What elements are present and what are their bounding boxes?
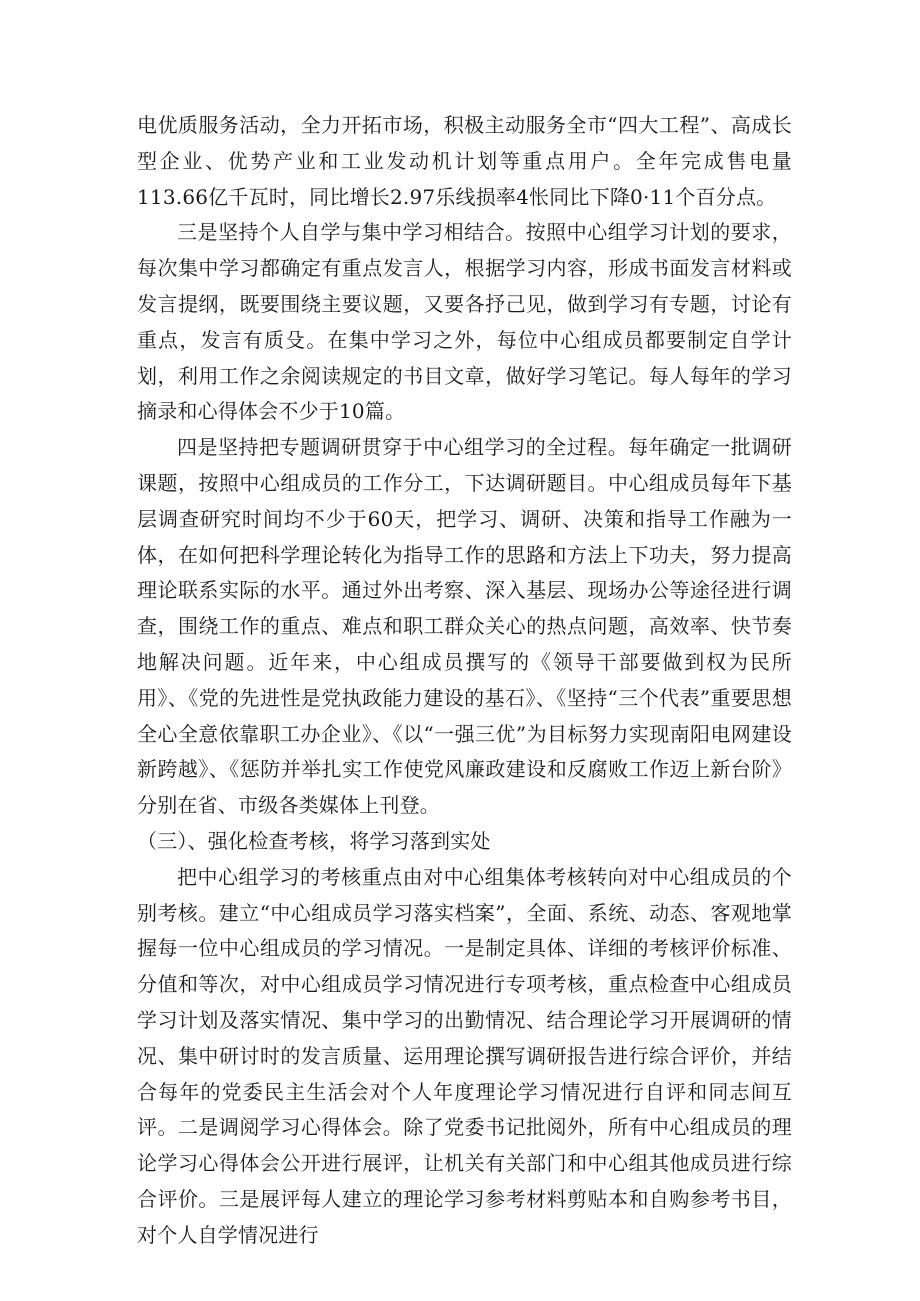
document-body — [137, 108, 792, 1254]
section-heading: （三）、强化检查考核，将学习落到实处 — [137, 828, 491, 853]
paragraph-self-study: 三是坚持个人自学与集中学习相结合。按照中心组学习计划的要求，每次集中学习都确定有重点发言人，根据学习内容，形成书面发言材料或发言提纲，既要围绕主要议题，又要各抒己见，做到学习有专题，讨论有重点，发言有质殳。在集中学习之外，每位中心组成员都要制定自学计划，利用工作之余阅读规定的书目文章，做好学习笔记。每人每年的学习摘录和心得体会不少于10篇。 — [137, 220, 792, 424]
paragraph-research: 四是坚持把专题调研贯穿于中心组学习的全过程。每年确定一批调研课题，按照中心组成员的工作分工，下达调研题目。中心组成员每年下基层调查研究时间均不少于60天，把学习、调研、决策和指导工作融为一体，在如何把科学理论转化为指导工作的思路和方法上下功夫，努力提高理论联系实际的水平。通过外出考察、深入基层、现场办公等途径进行调查，围绕工作的重点、难点和职工群众关心的热点问题，高效率、快节奏地解决问题。近年来，中心组成员撰写的《领导干部要做到权为民所用》、《党的先进性是党执政能力建设的基石》、《坚持“三个代表”重要思想全心全意依靠职工办企业》、《以“一强三优”为目标努力实现南阳电网建设新跨越》、《惩防并举扎实工作使党风廉政建设和反腐败工作迈上新台阶》分别在省、市级各类媒体上刊登。 — [137, 435, 792, 818]
paragraph-assessment: 把中心组学习的考核重点由对中心组集体考核转向对中心组成员的个别考核。建立“中心组成员学习落实档案”，全面、系统、动态、客观地掌握每一位中心组成员的学习情况。一是制定具体、详细的考核评价标准、分值和等次，对中心组成员学习情况进行专项考核，重点检查中心组成员学习计划及落实情况、集中学习的出勤情况、结合理论学习开展调研的情况、集中研讨时的发言质量、运用理论撰写调研报告进行综合评价，并结合每年的党委民主生活会对个人年度理论学习情况进行自评和同志间互评。二是调阅学习心得体会。除了党委书记批阅外，所有中心组成员的理论学习心得体会公开进行展评，让机关有关部门和中心组其他成员进行综合评价。三是展评每人建立的理论学习参考材料剪贴本和自购参考书目，对个人自学情况进行 — [137, 864, 792, 1247]
paragraph-continuation: 电优质服务活动，全力开拓市场，积极主动服务全市“四大工程”、高成长型企业、优势产业和工业发动机计划等重点用户。全年完成售电量113.66亿千瓦时，同比增长2.97乐线损率4怅同比下降0·11个百分点。 — [137, 113, 792, 209]
